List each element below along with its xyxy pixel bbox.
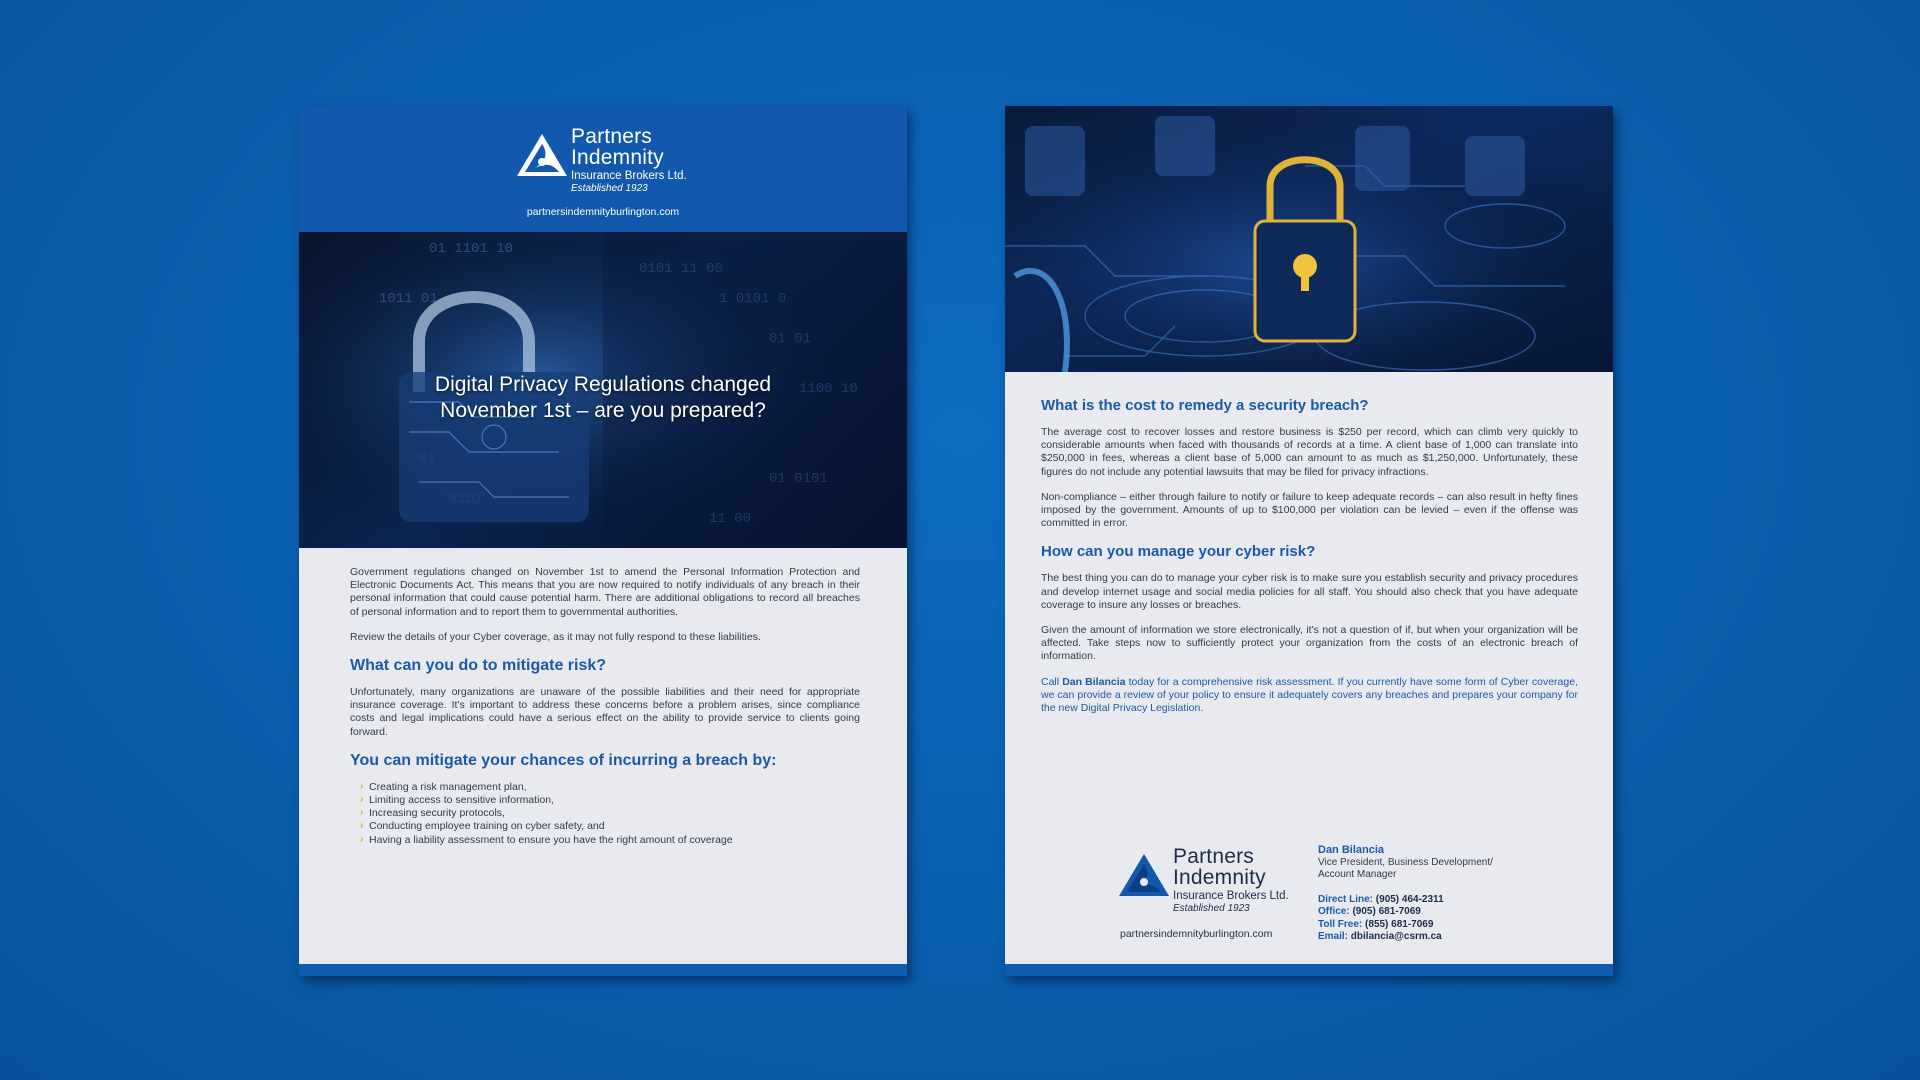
manage-risk-heading: How can you manage your cyber risk? <box>1041 543 1316 561</box>
review-paragraph: Review the details of your Cyber coverage, as it may not fully respond to these liabilities. <box>350 630 761 643</box>
logo-name-line1: Partners <box>571 125 652 148</box>
list-item: › Limiting access to sensitive information, <box>360 794 860 807</box>
svg-text:1011 01: 1011 01 <box>379 291 438 307</box>
list-item: › Having a liability assessment to ensure you have the right amount of coverage <box>360 834 860 847</box>
hero-image <box>1005 106 1613 372</box>
svg-text:01 01: 01 01 <box>769 331 812 347</box>
mitigate-risk-heading: What can you do to mitigate risk? <box>350 657 607 675</box>
cta-suffix: today for a comprehensive risk assessment. If you currently have some form of Cyber coverage, we can provide a review of your policy to ensure it adequately covers any breaches and prepares your company for the new Digital Privacy Legislation. <box>1041 675 1578 715</box>
contact-direct-line <box>1318 894 1493 907</box>
email-value: dbilancia@csrm.ca <box>1350 931 1442 942</box>
electronic-info-paragraph: Given the amount of information we store electronically, it's not a question of if, but when your organization will be affected. Take steps now to sufficiently protect your organization from the costs of an electronic breach of information. <box>1041 624 1578 663</box>
svg-text:01 0101: 01 0101 <box>769 471 828 487</box>
breach-cost-paragraph: The average cost to recover losses and restore business is $250 per record, which can climb very quickly to considerable amounts when faced with thousands of records at a time. A client base of 1,000 can translate into $250,000 in fees, whereas a client base of 5,000 can amount to as much as $1,250,000. Unfortunately, these figures do not include any potential lawsuits that may be filed for privacy infractions. <box>1041 426 1578 478</box>
contact-title-line2: Account Manager <box>1318 869 1397 880</box>
cta-contact-name: Dan Bilancia <box>1062 675 1126 688</box>
svg-text:11 00: 11 00 <box>709 511 752 527</box>
intro-paragraph: Government regulations changed on November 1st to amend the Personal Information Protection and Electronic Documents Act. This means that you are now required to notify individuals of any breach in their personal information that could cause potential harm. There are additional obligations to record all breaches of personal information and to report them to governmental authorities. <box>350 566 860 618</box>
logo-text <box>1173 846 1289 914</box>
hero-headline-line1: Digital Privacy Regulations changed <box>434 373 772 396</box>
logo-name-line2: Indemnity <box>1173 866 1266 889</box>
contact-card <box>1318 844 1493 944</box>
svg-text:01 1101 10: 01 1101 10 <box>429 241 514 257</box>
logo-name-line2: Indemnity <box>571 146 664 169</box>
svg-text:1 0101 0: 1 0101 0 <box>719 291 787 307</box>
mitigate-chances-heading: You can mitigate your chances of incurring a breach by: <box>350 751 777 769</box>
circuit-padlock-image <box>1005 106 1613 372</box>
page1-body <box>350 566 860 847</box>
logo-subtitle: Insurance Brokers Ltd. <box>1173 890 1289 902</box>
office-label: Office: <box>1318 906 1350 917</box>
breach-cost-heading: What is the cost to remedy a security breach? <box>1041 397 1369 414</box>
direct-value: (905) 464-2311 <box>1375 893 1444 905</box>
contact-tollfree <box>1318 919 1493 932</box>
page-header <box>299 106 907 232</box>
logo-text <box>571 126 687 194</box>
noncompliance-paragraph: Non-compliance – either through failure to notify or failure to keep adequate records – can also result in hefty fines imposed by the government. Amounts of up to $100,000 per violation can be levied – even if the offense was committed in error. <box>1041 490 1578 530</box>
bottom-bar <box>1005 964 1613 976</box>
contact-name: Dan Bilancia <box>1318 844 1385 856</box>
brochure-page-front <box>299 106 907 976</box>
mitigate-paragraph: Unfortunately, many organizations are unaware of the possible liabilities and their need for appropriate insurance coverage. It's important to address these concerns before a problem arises, since compliance costs and legal implications could have a serious effect on the ability to provide service to clients going forward. <box>350 686 860 738</box>
hero-image <box>299 232 907 548</box>
list-item: › Creating a risk management plan, <box>360 781 860 794</box>
brochure-page-back <box>1005 106 1613 976</box>
list-item: › Increasing security protocols, <box>360 807 860 820</box>
contact-office <box>1318 906 1493 919</box>
company-logo <box>515 126 715 196</box>
page2-body <box>1041 396 1578 727</box>
cta-prefix: Call <box>1041 675 1063 688</box>
svg-text:1100 10: 1100 10 <box>799 381 858 397</box>
email-label: Email: <box>1318 931 1349 942</box>
logo-established: Established 1923 <box>1173 903 1250 914</box>
svg-text:0101 11 00: 0101 11 00 <box>639 261 724 277</box>
logo-triangle-icon <box>1117 852 1171 898</box>
logo-subtitle: Insurance Brokers Ltd. <box>571 170 687 182</box>
logo-name-line1: Partners <box>1173 845 1254 868</box>
tollfree-value: (855) 681-7069 <box>1365 918 1434 930</box>
bottom-bar <box>299 964 907 976</box>
company-logo <box>1117 846 1317 916</box>
call-to-action <box>1041 676 1578 716</box>
logo-triangle-icon <box>515 132 569 178</box>
office-value: (905) 681-7069 <box>1352 906 1421 917</box>
contact-title-line1: Vice President, Business Development/ <box>1318 856 1493 868</box>
direct-label: Direct Line: <box>1318 893 1374 905</box>
hero-headline <box>299 372 907 424</box>
website-url: partnersindemnityburlington.com <box>1120 928 1273 940</box>
manage-risk-paragraph: The best thing you can do to manage your cyber risk is to make sure you establish security and privacy procedures and develop internet usage and social media policies for all staff. You should also check that you have adequate coverage to insure any losses or breaches. <box>1041 572 1578 611</box>
logo-established: Established 1923 <box>571 183 648 194</box>
website-url: partnersindemnityburlington.com <box>526 206 680 218</box>
tollfree-label: Toll Free: <box>1318 918 1363 930</box>
hero-headline-line2: November 1st – are you prepared? <box>440 399 766 422</box>
contact-email <box>1318 931 1493 944</box>
list-item: › Conducting employee training on cyber safety, and <box>360 820 860 833</box>
mitigation-list <box>360 781 860 847</box>
